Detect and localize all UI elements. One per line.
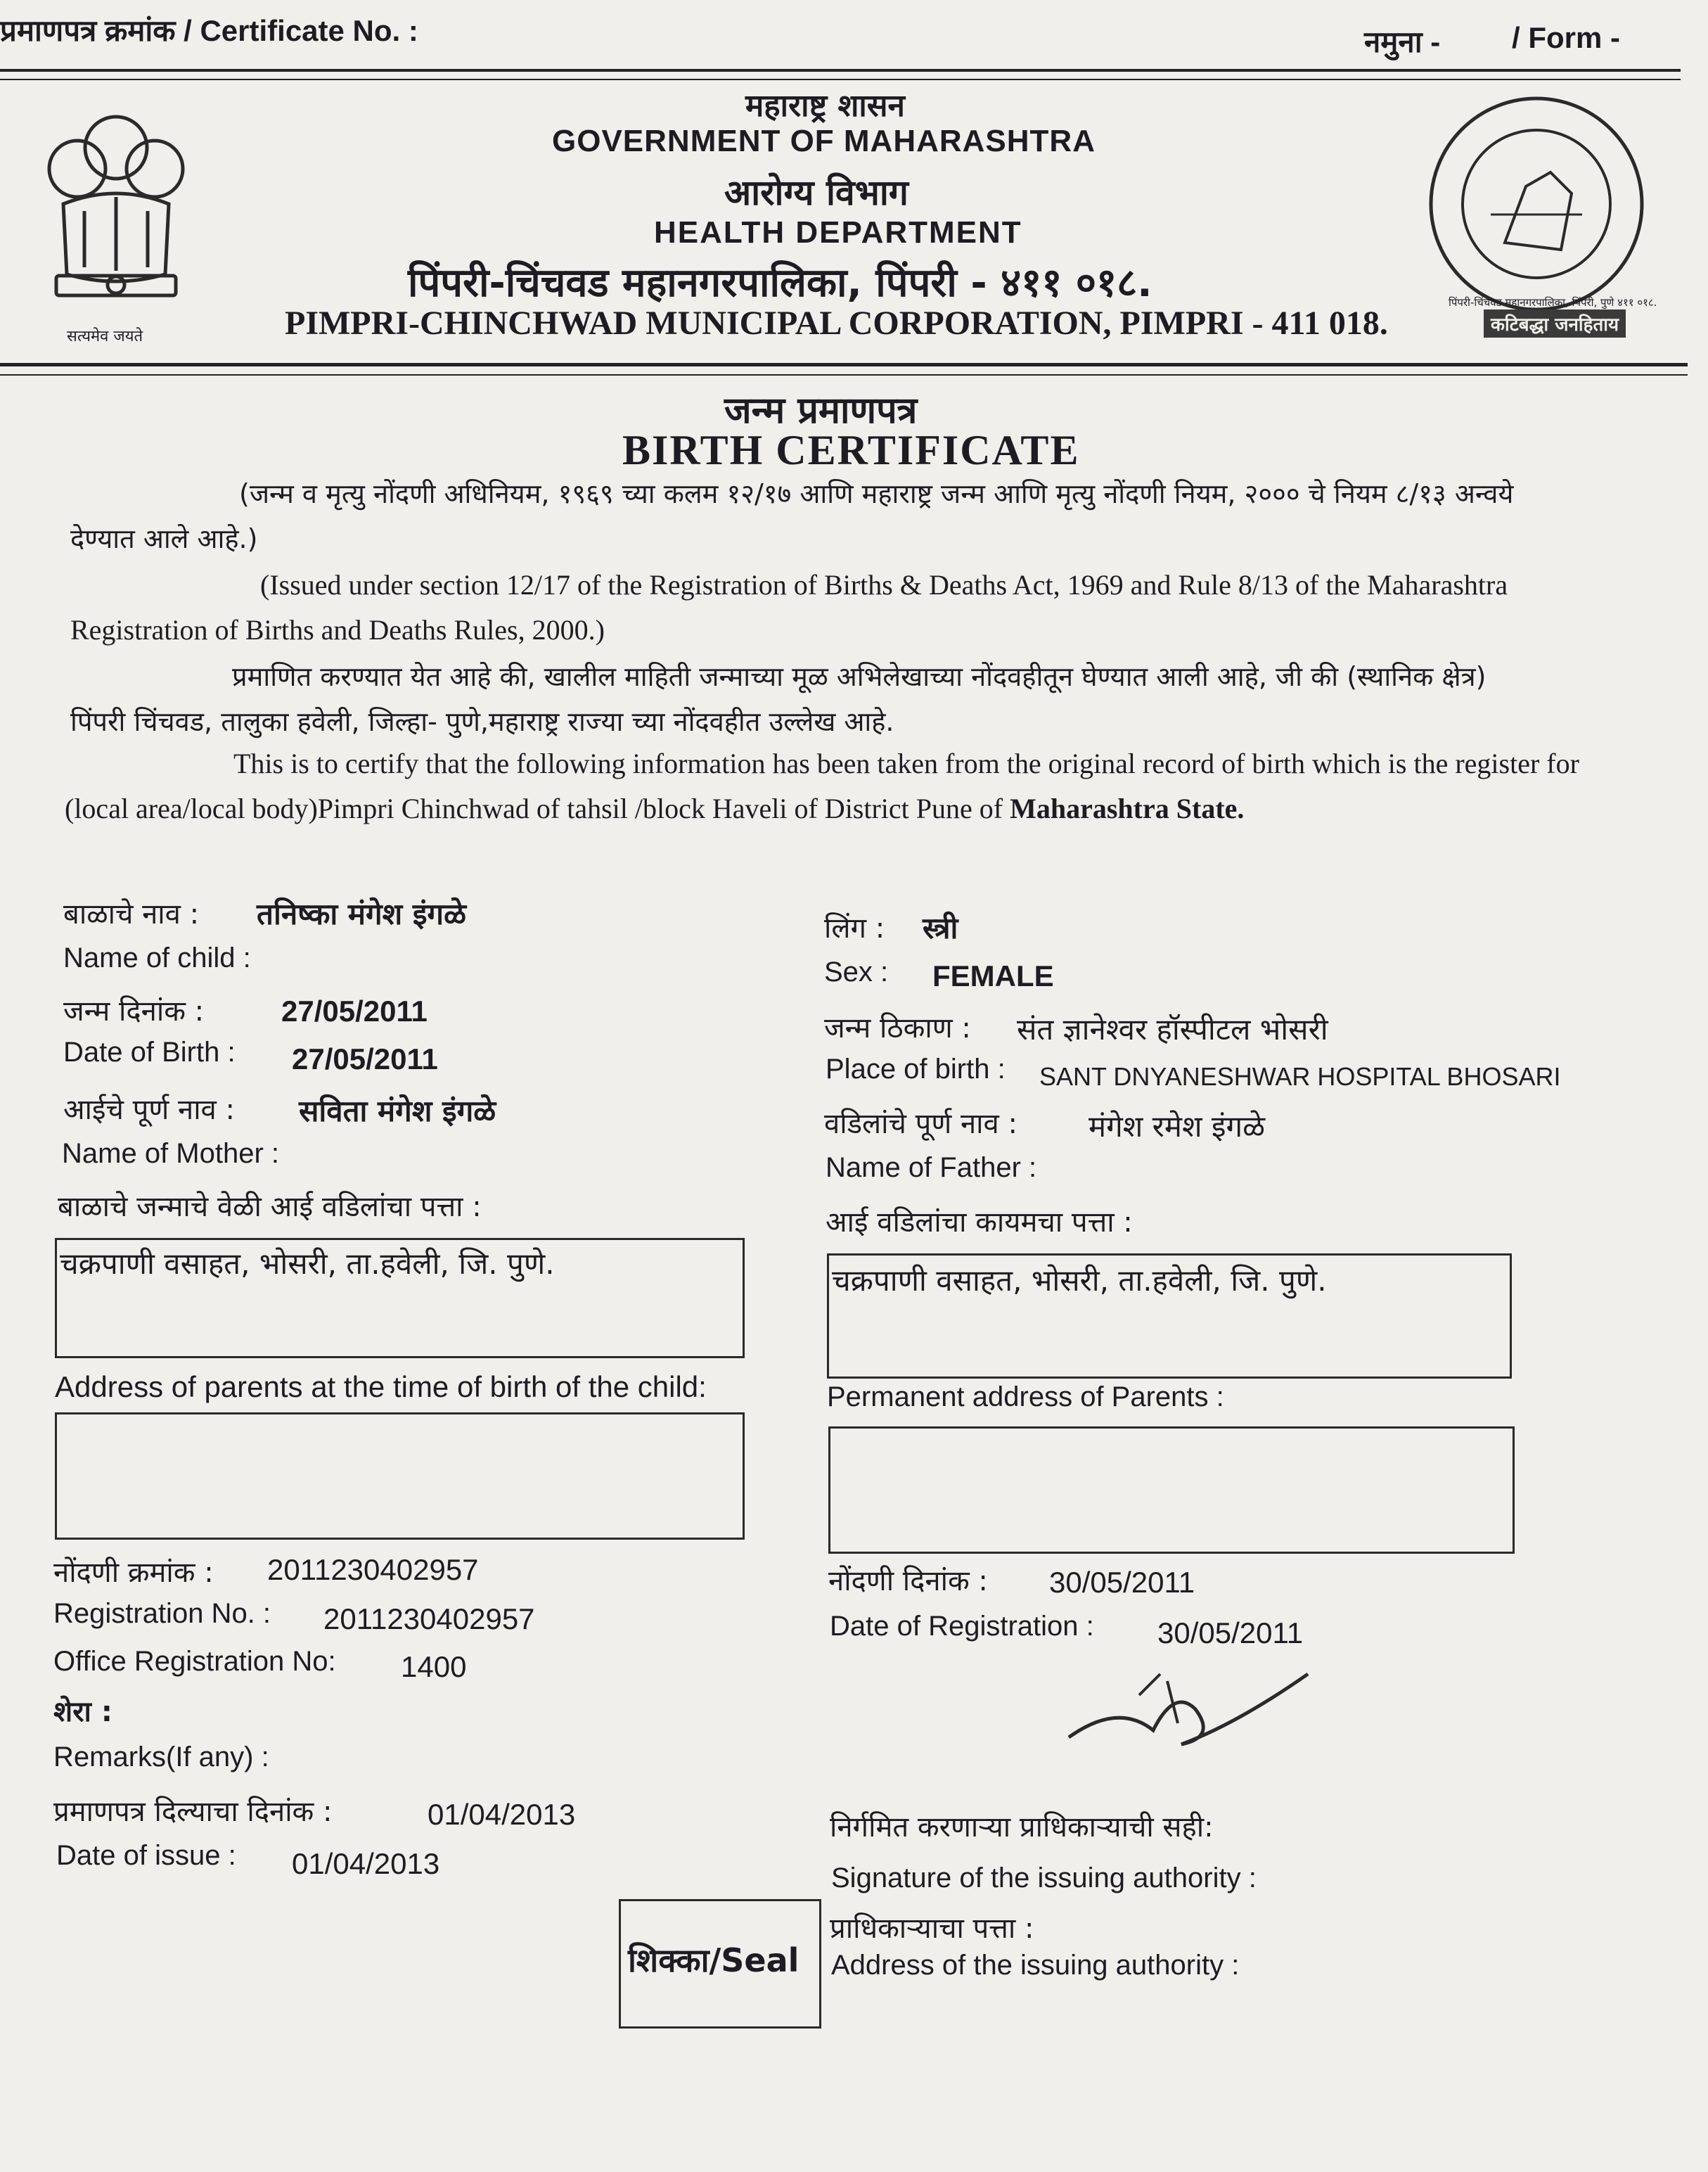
pob-value-en: SANT DNYANESHWAR HOSPITAL BHOSARI xyxy=(1039,1062,1561,1091)
office-reg-label: Office Registration No: xyxy=(53,1646,336,1677)
sex-label-mr: लिंग : xyxy=(824,912,885,945)
header-divider-2 xyxy=(0,374,1688,376)
title-en: BIRTH CERTIFICATE xyxy=(622,427,1080,473)
emblem-motto: सत्यमेव जयते xyxy=(67,328,143,345)
dob-label-mr: जन्म दिनांक : xyxy=(63,995,205,1028)
authority-signature xyxy=(1055,1660,1322,1765)
remarks-label-en: Remarks(If any) : xyxy=(53,1742,269,1772)
certify-mr: प्रमाणित करण्यात येत आहे की, खालील माहिती जन्माच्या मूळ अभिलेखाच्या नोंदवहीतून घेण्यात आली आहे, जी की (स्थानिक क्षेत्र) पिंपरी चिंचवड, तालुका हवेली, जिल्हा- पुणे,महाराष्ट्र राज्या च्या नोंदवहीत उल्लेख आहे. xyxy=(70,661,1487,737)
header-divider xyxy=(0,363,1688,366)
office-reg-value: 1400 xyxy=(401,1650,467,1683)
perm-addr-label-en: Permanent address of Parents : xyxy=(827,1381,1224,1412)
addr-birth-value-mr: चक्रपाणी वसाहत, भोसरी, ता.हवेली, जि. पुणे. xyxy=(60,1246,555,1281)
mother-value-mr: सविता मंगेश इंगळे xyxy=(299,1094,496,1128)
seal-box-label: शिक्का/Seal xyxy=(628,1941,800,1979)
reg-date-label-mr: नोंदणी दिनांक : xyxy=(828,1565,988,1597)
sex-value-en: FEMALE xyxy=(932,959,1054,992)
dept-title-en: HEALTH DEPARTMENT xyxy=(654,215,1022,250)
corp-title-en: PIMPRI-CHINCHWAD MUNICIPAL CORPORATION, PIMPRI - 411 018. xyxy=(285,305,1388,342)
seal-box xyxy=(619,1899,821,2029)
dob-label-en: Date of Birth : xyxy=(63,1037,236,1068)
dob-value-mr: 27/05/2011 xyxy=(281,995,428,1028)
govt-title-mr: महाराष्ट्र शासन xyxy=(745,88,905,124)
issued-under-en: (Issued under section 12/17 of the Registration of Births & Deaths Act, 1969 and Rule 8/13 of the Maharashtra Registration of Births and Deaths Rules, 2000.) xyxy=(70,569,1508,646)
pob-label-en: Place of birth : xyxy=(826,1054,1006,1085)
issued-under-mr: (जन्म व मृत्यु नोंदणी अधिनियम, १९६९ च्या कलम १२/१७ आणि महाराष्ट्र जन्म आणि मृत्यु नोंदणी नियम, २००० चे नियम ८/१३ अन्वये देण्यात आले आहे.) xyxy=(70,478,1514,554)
state-emblem xyxy=(35,91,197,324)
issue-label-mr: प्रमाणपत्र दिल्याचा दिनांक : xyxy=(53,1796,333,1828)
top-divider-2 xyxy=(0,79,1681,80)
father-label-en: Name of Father : xyxy=(826,1152,1037,1183)
child-name-value-mr: तनिष्का मंगेश इंगळे xyxy=(257,897,467,931)
issue-label-en: Date of issue : xyxy=(56,1840,236,1871)
father-label-mr: वडिलांचे पूर्ण नाव : xyxy=(824,1108,1017,1140)
certify-en xyxy=(65,741,1619,831)
form-label-mr: नमुना - xyxy=(1364,25,1441,58)
top-divider xyxy=(0,69,1681,72)
addr-birth-label-en: Address of parents at the time of birth of the child: xyxy=(55,1370,707,1403)
reg-no-value-mr: 2011230402957 xyxy=(267,1553,479,1586)
title-mr: जन्म प्रमाणपत्र xyxy=(724,390,918,432)
sign-label-en: Signature of the issuing authority : xyxy=(831,1863,1257,1893)
dob-value-en: 27/05/2011 xyxy=(292,1042,438,1075)
addr-birth-label-mr: बाळाचे जन्माचे वेळी आई वडिलांचा पत्ता : xyxy=(58,1191,482,1223)
reg-no-label-mr: नोंदणी क्रमांक : xyxy=(53,1557,214,1589)
auth-addr-label-en: Address of the issuing authority : xyxy=(831,1950,1240,1981)
seal-ring-text: पिंपरी-चिंचवड महानगरपालिका, पिंपरी, पुणे ४११ ०१८. xyxy=(1449,296,1657,309)
sex-value-mr: स्त्री xyxy=(923,911,958,945)
father-value-mr: मंगेश रमेश इंगळे xyxy=(1089,1109,1266,1144)
pob-label-mr: जन्म ठिकाण : xyxy=(824,1012,971,1045)
mother-label-en: Name of Mother : xyxy=(62,1138,280,1169)
perm-addr-box-en xyxy=(828,1426,1515,1554)
govt-title-en: GOVERNMENT OF MAHARASHTRA xyxy=(552,124,1096,158)
perm-addr-label-mr: आई वडिलांचा कायमचा पत्ता : xyxy=(826,1206,1133,1239)
dept-title-mr: आरोग्य विभाग xyxy=(724,172,908,213)
corp-title-mr: पिंपरी-चिंचवड महानगरपालिका, पिंपरी - ४११ ०१८. xyxy=(408,260,1152,306)
perm-addr-value-mr: चक्रपाणी वसाहत, भोसरी, ता.हवेली, जि. पुणे. xyxy=(832,1263,1327,1298)
reg-date-label-en: Date of Registration : xyxy=(830,1611,1094,1642)
issue-value-mr: 01/04/2013 xyxy=(428,1798,576,1831)
child-name-label-en: Name of child : xyxy=(63,943,251,973)
remarks-label-mr: शेरा : xyxy=(53,1696,113,1728)
issue-value-en: 01/04/2013 xyxy=(292,1847,440,1880)
seal-banner: कटिबद्धा जनहिताय xyxy=(1484,309,1626,338)
auth-addr-label-mr: प्राधिकाऱ्याचा पत्ता : xyxy=(830,1912,1034,1945)
reg-date-value-mr: 30/05/2011 xyxy=(1049,1566,1195,1599)
reg-no-label-en: Registration No. : xyxy=(53,1598,271,1629)
sex-label-en: Sex : xyxy=(824,957,889,988)
reg-date-value-en: 30/05/2011 xyxy=(1157,1616,1304,1649)
certificate-no-label: प्रमाणपत्र क्रमांक / Certificate No. : xyxy=(0,14,418,47)
reg-no-value-en: 2011230402957 xyxy=(323,1602,535,1635)
certify-en-text: This is to certify that the following information has been taken from the original record of birth which is the register for (local area/local body)Pimpri Chinchwad of tahsil /block Haveli of District Pune of xyxy=(65,748,1579,824)
pob-value-mr: संत ज्ञानेश्वर हॉस्पीटल भोसरी xyxy=(1017,1012,1328,1047)
certify-en-state: Maharashtra State. xyxy=(1010,793,1245,824)
addr-birth-box-en xyxy=(55,1412,745,1540)
form-label-en: / Form - xyxy=(1512,21,1620,54)
mother-label-mr: आईचे पूर्ण नाव : xyxy=(63,1094,235,1126)
perm-addr-box-mr xyxy=(827,1253,1512,1379)
corporation-seal xyxy=(1420,88,1657,320)
addr-birth-box-mr xyxy=(55,1238,745,1358)
child-name-label-mr: बाळाचे नाव : xyxy=(63,898,200,931)
sign-label-mr: निर्गमित करणाऱ्या प्राधिकाऱ्याची सही: xyxy=(830,1811,1214,1844)
